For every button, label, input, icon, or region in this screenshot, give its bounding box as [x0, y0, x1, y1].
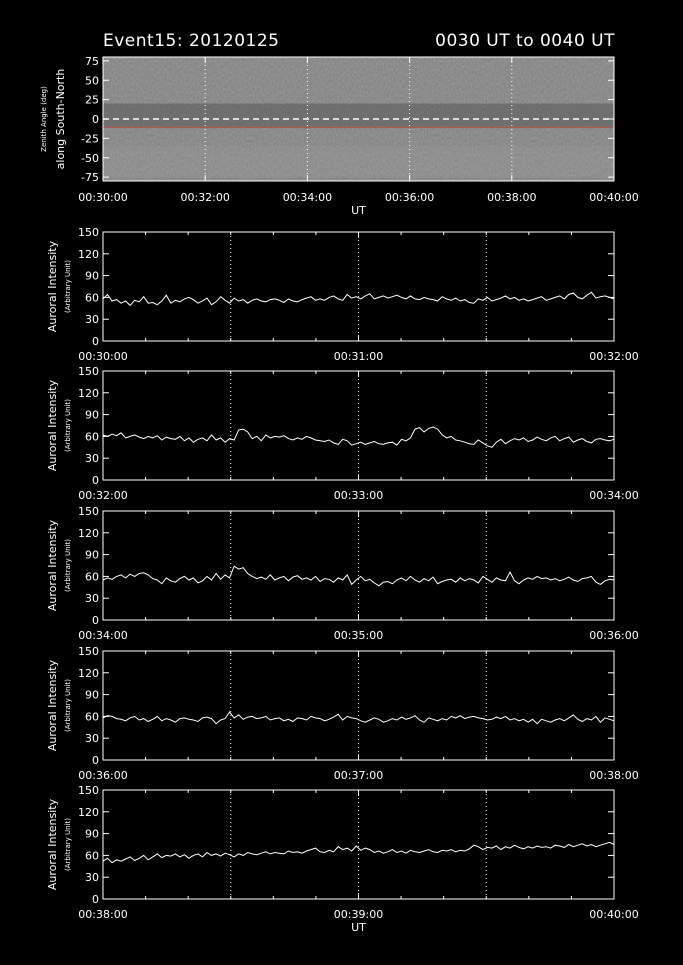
x-tick-label: 00:34:00 [589, 489, 639, 502]
y-tick-label: 30 [85, 592, 99, 606]
y-tick-label: 25 [85, 93, 99, 107]
x-tick-label: 00:30:00 [78, 191, 128, 204]
keogram-ylabel-small: Zenith Angle (deg) [40, 86, 48, 152]
y-tick-label: 90 [85, 548, 99, 562]
y-tick-label: 30 [85, 313, 99, 327]
intensity-panel [46, 784, 639, 934]
intensity-panel [46, 645, 639, 782]
x-tick-label: 00:38:00 [589, 769, 639, 782]
intensity-panels [46, 226, 639, 934]
keogram-bright-band [103, 146, 614, 177]
x-tick-label: 00:36:00 [589, 629, 639, 642]
y-tick-label: 30 [85, 871, 99, 885]
panel-ylabel-small: (Arbitrary Unit) [64, 539, 72, 592]
panel-ylabel-small: (Arbitrary Unit) [64, 818, 72, 871]
keogram-panel [40, 55, 639, 217]
panel-ylabel: Auroral Intensity [46, 240, 59, 333]
y-tick-label: 0 [92, 113, 99, 126]
y-tick-label: 90 [85, 827, 99, 841]
y-tick-label: 150 [78, 645, 99, 658]
x-tick-label: 00:40:00 [589, 191, 639, 204]
panel-ylabel: Auroral Intensity [46, 798, 59, 891]
intensity-panel [46, 226, 639, 363]
y-tick-label: -25 [81, 132, 99, 146]
y-tick-label: 0 [92, 614, 99, 627]
y-tick-label: 150 [78, 226, 99, 239]
y-tick-label: 90 [85, 269, 99, 283]
intensity-series-line [103, 292, 614, 305]
x-tick-label: 00:40:00 [589, 908, 639, 921]
y-tick-label: -50 [81, 151, 99, 165]
y-tick-label: 120 [78, 805, 99, 819]
panel-ylabel-small: (Arbitrary Unit) [64, 399, 72, 452]
y-tick-label: 60 [85, 710, 99, 724]
event-title: Event15: 20120125 [103, 31, 280, 51]
y-tick-label: 60 [85, 430, 99, 444]
panel-ylabel: Auroral Intensity [46, 379, 59, 472]
y-tick-label: 120 [78, 386, 99, 400]
y-tick-label: 60 [85, 291, 99, 305]
x-tick-label: 00:39:00 [333, 908, 384, 921]
x-tick-label: 00:35:00 [333, 629, 384, 642]
intensity-panel [46, 365, 639, 502]
y-tick-label: 90 [85, 408, 99, 422]
x-tick-label: 00:36:00 [384, 191, 435, 204]
x-tick-label: 00:32:00 [589, 350, 639, 363]
intensity-series-line [103, 712, 614, 724]
intensity-series-line [103, 842, 614, 862]
y-tick-label: 75 [85, 54, 99, 68]
intensity-series-line [103, 427, 614, 447]
keogram-dark-band [103, 104, 614, 127]
y-tick-label: 0 [92, 474, 99, 487]
x-tick-label: 00:34:00 [282, 191, 333, 204]
panel-ylabel: Auroral Intensity [46, 659, 59, 752]
x-tick-label: 00:37:00 [333, 769, 384, 782]
y-tick-label: 0 [92, 893, 99, 906]
y-tick-label: 30 [85, 732, 99, 746]
y-tick-label: 120 [78, 526, 99, 540]
y-tick-label: 0 [92, 754, 99, 767]
y-tick-label: 150 [78, 505, 99, 518]
x-tick-label: 00:38:00 [487, 191, 537, 204]
y-tick-label: 50 [85, 74, 99, 88]
y-tick-label: 60 [85, 570, 99, 584]
intensity-panel [46, 505, 639, 642]
time-range-title: 0030 UT to 0040 UT [435, 31, 615, 51]
x-tick-label: 00:32:00 [180, 191, 230, 204]
y-tick-label: 120 [78, 247, 99, 261]
y-tick-label: 90 [85, 688, 99, 702]
y-tick-label: 60 [85, 849, 99, 863]
panel-xlabel: UT [351, 921, 366, 934]
y-tick-label: 150 [78, 365, 99, 378]
x-tick-label: 00:33:00 [333, 489, 384, 502]
y-tick-label: -75 [81, 171, 99, 185]
x-tick-label: 00:38:00 [78, 908, 128, 921]
panel-ylabel-small: (Arbitrary Unit) [64, 260, 72, 313]
x-tick-label: 00:31:00 [333, 350, 384, 363]
keogram-xlabel: UT [351, 204, 366, 217]
y-tick-label: 150 [78, 784, 99, 797]
panel-ylabel: Auroral Intensity [46, 519, 59, 612]
y-tick-label: 30 [85, 452, 99, 466]
y-tick-label: 0 [92, 335, 99, 348]
panel-ylabel-small: (Arbitrary Unit) [64, 679, 72, 732]
x-tick-label: 00:30:00 [78, 350, 128, 363]
x-tick-label: 00:34:00 [78, 629, 128, 642]
keogram-ylabel: along South-North [54, 68, 67, 170]
x-tick-label: 00:32:00 [78, 489, 128, 502]
y-tick-label: 120 [78, 666, 99, 680]
x-tick-label: 00:36:00 [78, 769, 128, 782]
